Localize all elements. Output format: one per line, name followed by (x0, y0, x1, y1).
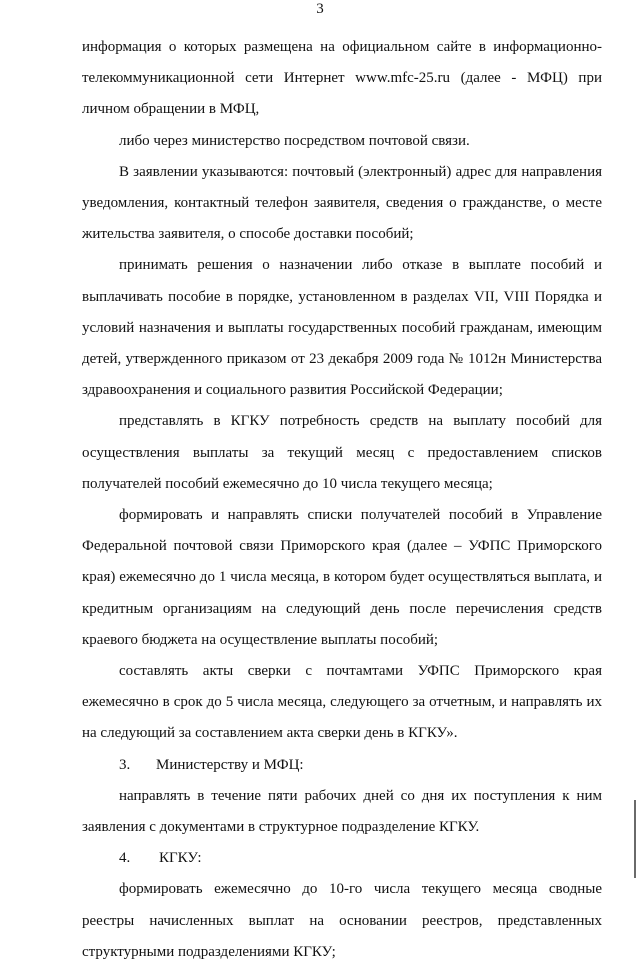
paragraph-reconciliation: составлять акты сверки с почтамтами УФПС Приморского края ежемесячно в срок до 5 числа месяца, следующего за отчетным, и направлять их на следующий за составлением акта сверки день в КГКУ». (82, 663, 602, 742)
document-body (82, 32, 602, 968)
section-heading-4 (82, 843, 602, 874)
scan-edge-mark (634, 800, 636, 878)
section-title-3: Министерству и МФЦ: (156, 756, 304, 773)
paragraph-funding-need: представлять в КГКУ потребность средств на выплату пособий для осуществления выплаты за текущий месяц с предоставлением списков получателей пособий ежемесячно до 10 числа текущего месяца; (82, 413, 602, 492)
paragraph-application-details: В заявлении указываются: почтовый (электронный) адрес для направления уведомления, контактный телефон заявителя, сведения о гражданстве, о месте жительства заявителя, о способе доставки пособий; (82, 163, 602, 243)
section-number-3: 3. (119, 756, 131, 773)
paragraph-mfc-info: информация о которых размещена на официальном сайте в информационно-телекоммуникационной сети Интернет www.mfc-25.ru (далее - МФЦ) при личном обращении в МФЦ, (82, 39, 602, 118)
page-number: 3 (316, 1, 324, 17)
section-title-4: КГКУ: (159, 850, 202, 867)
paragraph-postal: либо через министерство посредством почтовой связи. (119, 132, 470, 149)
paragraph-decisions: принимать решения о назначении либо отказе в выплате пособий и выплачивать пособие в порядке, установленном в разделах VII, VIII Порядка и условий назначения и выплаты государственных пособий гражданам, имеющим детей, утвержденного приказом от 23 декабря 2009 года № 1012н Министерства здравоохранения и социального развития Российской Федерации; (82, 257, 602, 399)
paragraph-recipient-lists: формировать и направлять списки получателей пособий в Управление Федеральной почтовой связи Приморского края (далее – УФПС Приморского края) ежемесячно до 1 числа месяца, в котором будет осуществляться выплата, и кредитным организациям на следующий день после перечисления средств краевого бюджета на осуществление выплаты пособий; (82, 507, 602, 648)
section-heading-3 (82, 750, 602, 781)
paragraph-forward-documents: направлять в течение пяти рабочих дней со дня их поступления к ним заявления с документами в структурное подразделение КГКУ. (82, 787, 602, 836)
section-number-4: 4. (119, 850, 131, 867)
paragraph-summary-registers: формировать ежемесячно до 10-го числа текущего месяца сводные реестры начисленных выплат на основании реестров, представленных структурными подразделениями КГКУ; (82, 881, 602, 960)
